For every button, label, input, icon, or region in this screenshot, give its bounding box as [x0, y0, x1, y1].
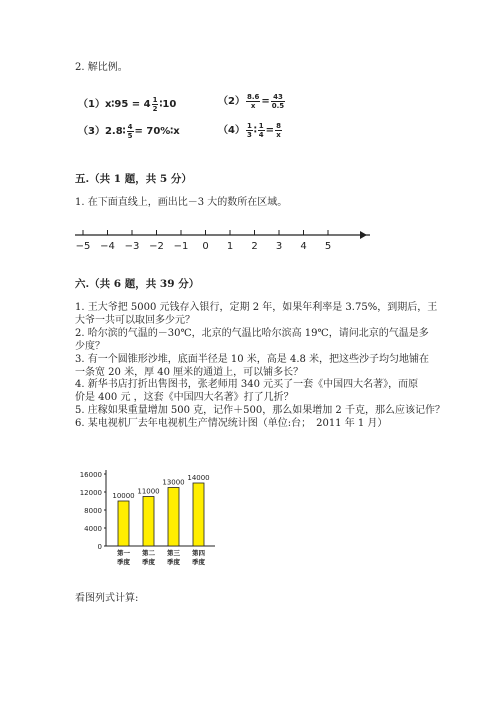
- number-line-label: 3: [275, 241, 283, 252]
- expression-lhs: x∶95 = 4: [104, 99, 151, 110]
- fraction: [258, 122, 265, 139]
- question-line: 价是 400 元 ，这套《中国四大名著》打了几折？: [75, 392, 294, 404]
- section-heading: 六.（共 6 题，共 39 分）: [75, 278, 200, 290]
- fraction-denominator: 5: [127, 131, 133, 140]
- question-list: [75, 302, 445, 431]
- number-line-label: −3: [124, 241, 140, 252]
- question-line: 少度？: [75, 340, 105, 352]
- question-line: 5. 庄稼如果重量增加 500 克，记作＋500，那么如果增加 2 千克，那么应该记作？: [75, 405, 445, 417]
- fraction-denominator: x: [250, 101, 256, 110]
- fraction: [246, 93, 260, 110]
- fraction: [246, 122, 253, 139]
- question-line: 3. 有一个圆锥形沙堆，底面半径是 10 米，高是 4.8 米，把这些沙子均匀地铺在: [75, 353, 430, 365]
- problem-label: （4）: [218, 125, 245, 136]
- x-category-label: 第三: [167, 549, 180, 557]
- y-tick-label: 8000: [84, 507, 102, 515]
- number-line-label: 1: [226, 241, 234, 252]
- y-tick-label: 12000: [79, 489, 102, 497]
- fraction: [275, 122, 282, 139]
- question-line: 2. 哈尔滨的气温的－30℃，北京的气温比哈尔滨高 19℃，请问北京的气温是多: [75, 327, 429, 339]
- number-line-label: −1: [173, 241, 189, 252]
- fraction-numerator: 8.6: [246, 92, 260, 101]
- bar: [143, 497, 154, 547]
- section-heading: 五.（共 1 题，共 5 分）: [75, 173, 192, 185]
- question-line: 一条宽 20 米，厚 40 厘米的通道上，可以铺多长？: [75, 366, 304, 378]
- bar: [118, 501, 129, 546]
- number-line-label: 2: [251, 241, 258, 252]
- x-category-label: 第一: [117, 549, 130, 557]
- fraction-denominator: 4: [258, 130, 264, 139]
- number-line-label: −5: [75, 241, 91, 252]
- proportion-problem-1: [78, 95, 176, 113]
- fraction-numerator: 8: [276, 121, 281, 130]
- fraction-numerator: 1: [246, 121, 252, 130]
- question-line: 4. 新华书店打折出售图书，张老师用 340 元买了一套《中国四大名著》，而原: [75, 379, 419, 391]
- expression-lhs: 2.8∶: [104, 126, 126, 137]
- x-category-label: 第二: [142, 549, 155, 557]
- question-text: 1. 在下面直线上，画出比－3 大的数所在区域。: [75, 197, 288, 208]
- fraction-numerator: 1: [258, 121, 264, 130]
- fraction-denominator: 0.5: [271, 101, 285, 110]
- y-tick-label: 4000: [84, 525, 102, 533]
- fraction-numerator: 43: [271, 93, 285, 102]
- bar-chart: [70, 460, 230, 578]
- number-line-label: 4: [300, 241, 307, 252]
- x-category-label: 季度: [117, 558, 130, 566]
- expression-rhs: ∶10: [159, 99, 177, 110]
- question-line: 6. 某电视机厂去年电视机生产情况统计图（单位:台； 2011 年 1 月）: [75, 418, 388, 430]
- fraction: [152, 96, 159, 113]
- problem-label: （2）: [218, 96, 245, 107]
- problem-title: 2. 解比例。: [75, 62, 128, 73]
- expression-rhs: = 70%∶x: [134, 126, 180, 137]
- number-line: [70, 226, 370, 256]
- proportion-problem-2: [218, 92, 286, 110]
- question-line: 大爷一共可以取回多少元？: [75, 314, 195, 326]
- fraction: [271, 93, 285, 110]
- y-tick-label: 0: [97, 543, 102, 551]
- x-category-label: 季度: [192, 558, 205, 566]
- x-category-label: 季度: [142, 558, 155, 566]
- arrow-right-icon: [360, 231, 367, 239]
- question-line: 1. 王大爷把 5000 元钱存入银行，定期 2 年，如果年利率是 3.75%，到期后，王: [75, 302, 438, 313]
- number-line-label: −4: [100, 241, 115, 252]
- problem-label: （1）: [78, 99, 105, 110]
- proportion-problem-4: [218, 121, 283, 139]
- x-category-label: 第四: [192, 549, 205, 557]
- ratio-colon: ∶: [253, 125, 257, 136]
- problem-label: （3）: [78, 126, 105, 137]
- fraction-denominator: 2: [152, 104, 158, 113]
- footer-text: 看图列式计算:: [75, 593, 139, 604]
- bar-data-label: 10000: [112, 492, 135, 500]
- fraction: [127, 123, 134, 140]
- number-line-label: 0: [202, 241, 209, 252]
- x-category-label: 季度: [167, 558, 180, 566]
- proportion-problem-3: [78, 122, 180, 140]
- fraction-numerator: 4: [127, 122, 133, 131]
- equals-sign: =: [265, 125, 275, 136]
- y-tick-label: 16000: [79, 471, 102, 479]
- bar: [168, 488, 179, 547]
- fraction-denominator: 3: [246, 130, 252, 139]
- bar: [193, 483, 204, 546]
- fraction-denominator: x: [276, 130, 281, 139]
- bar-data-label: 13000: [162, 478, 185, 487]
- bar-data-label: 14000: [187, 474, 210, 482]
- number-line-label: −2: [149, 241, 164, 252]
- fraction-numerator: 1: [152, 95, 158, 104]
- bar-data-label: 11000: [137, 487, 160, 496]
- number-line-label: 5: [324, 241, 332, 252]
- equals-sign: =: [261, 96, 270, 107]
